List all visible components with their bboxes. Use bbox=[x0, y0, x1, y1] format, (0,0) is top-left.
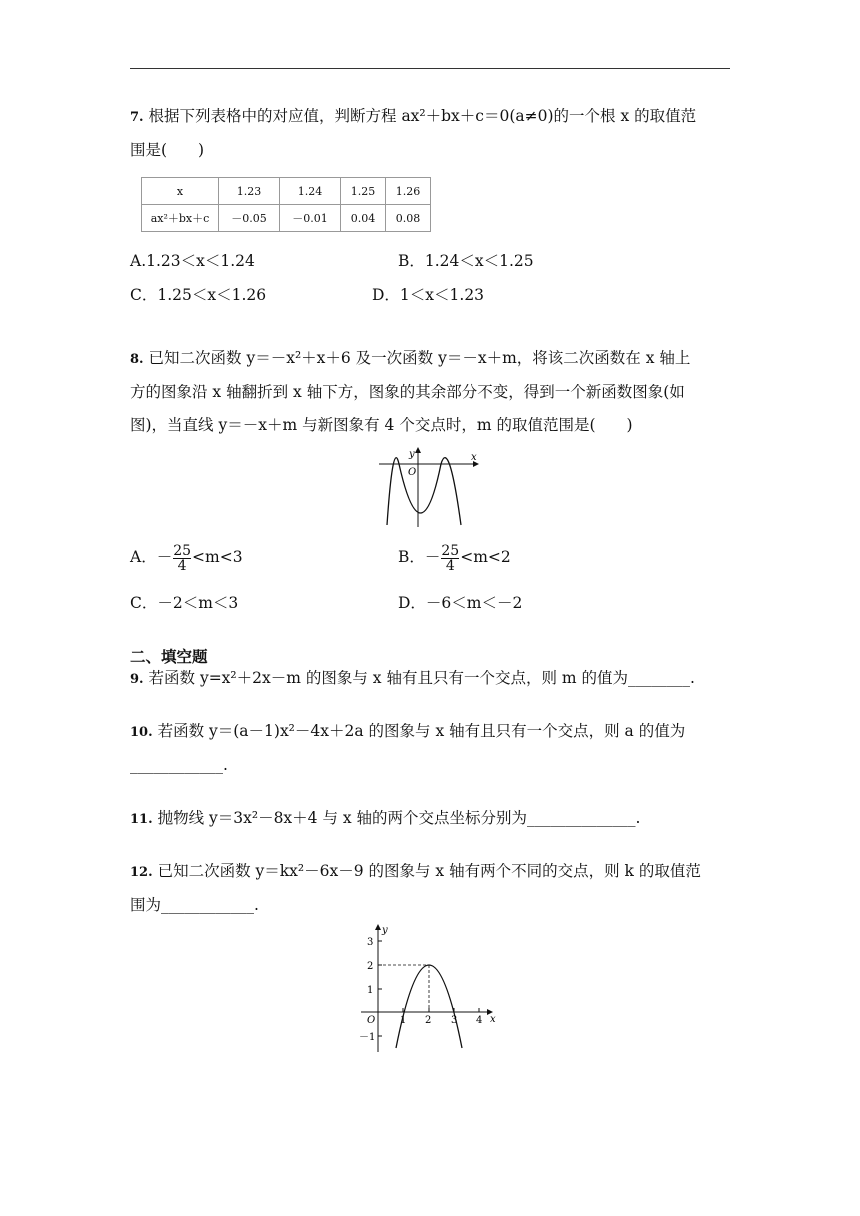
q10-line2: ____________. bbox=[130, 756, 228, 774]
q8-option-a-suffix: <m<3 bbox=[192, 548, 243, 566]
q8-option-d: D．－6＜m＜－2 bbox=[398, 594, 523, 612]
q7-text bbox=[130, 100, 730, 167]
y-axis-arrow bbox=[415, 447, 421, 453]
header-rule bbox=[130, 68, 730, 69]
q7-option-a: A.1.23＜x＜1.24 bbox=[130, 252, 255, 270]
q11-text bbox=[130, 802, 730, 836]
curve-right-branch bbox=[441, 458, 461, 525]
q7-number: 7. bbox=[130, 110, 144, 125]
q7-line2: 围是( ) bbox=[130, 141, 205, 159]
q12-line1: 已知二次函数 y＝kx²－6x－9 的图象与 x 轴有两个不同的交点，则 k 的取值范 bbox=[157, 862, 701, 880]
q12-line2: 围为____________. bbox=[130, 896, 259, 914]
table-cell: 1.23 bbox=[219, 178, 280, 205]
curve-left-branch bbox=[387, 458, 399, 525]
table-cell: 0.08 bbox=[386, 205, 431, 232]
fraction-numerator: 25 bbox=[441, 542, 460, 559]
fraction-denominator: 4 bbox=[173, 558, 191, 573]
q8-option-c: C．－2＜m＜3 bbox=[130, 594, 239, 612]
q8-line1: 已知二次函数 y＝－x²＋x＋6 及一次函数 y＝－x＋m，将该二次函数在 x 轴上 bbox=[148, 349, 691, 367]
y-tick-label: －1 bbox=[359, 1032, 376, 1043]
fraction-numerator: 25 bbox=[173, 542, 192, 559]
y-axis-label: y bbox=[409, 449, 415, 460]
q9-text bbox=[130, 662, 730, 696]
q9-body: 若函数 y=x²＋2x－m 的图象与 x 轴有且只有一个交点，则 m 的值为________. bbox=[148, 669, 695, 687]
y-tick-label: 2 bbox=[367, 961, 374, 972]
table-cell: 0.04 bbox=[341, 205, 386, 232]
q11-body: 抛物线 y＝3x²－8x＋4 与 x 轴的两个交点坐标分别为______________. bbox=[157, 809, 641, 827]
table-row bbox=[142, 178, 431, 205]
x-tick-label: 2 bbox=[425, 1015, 432, 1026]
q8-graph bbox=[375, 447, 485, 529]
q9-number: 9. bbox=[130, 672, 144, 687]
q7-option-c: C．1.25＜x＜1.26 bbox=[130, 286, 267, 304]
q11-number: 11. bbox=[130, 812, 153, 827]
q8-option-b-prefix: B．－ bbox=[398, 548, 441, 566]
x-tick-label: 3 bbox=[451, 1015, 458, 1026]
x-tick-label: 4 bbox=[476, 1015, 483, 1026]
table-cell: ax²＋bx＋c bbox=[142, 205, 219, 232]
y-tick-label: 1 bbox=[367, 985, 374, 996]
q8-option-b-fraction bbox=[441, 544, 459, 573]
q7-value-table bbox=[141, 177, 431, 232]
origin-label: O bbox=[408, 467, 417, 478]
y-tick-label: 3 bbox=[367, 937, 374, 948]
q8-line3: 图)，当直线 y＝－x＋m 与新图象有 4 个交点时，m 的取值范围是( ) bbox=[130, 416, 633, 434]
y-axis-arrow bbox=[375, 924, 381, 930]
q8-number: 8. bbox=[130, 352, 144, 367]
section-heading: 二、填空题 bbox=[130, 648, 208, 666]
table-cell: x bbox=[142, 178, 219, 205]
table-cell: －0.01 bbox=[280, 205, 341, 232]
table-cell: －0.05 bbox=[219, 205, 280, 232]
q10-number: 10. bbox=[130, 725, 153, 740]
table-cell: 1.25 bbox=[341, 178, 386, 205]
q8-option-b-suffix: <m<2 bbox=[460, 548, 511, 566]
q10-text bbox=[130, 715, 730, 782]
table-row bbox=[142, 205, 431, 232]
table-cell: 1.24 bbox=[280, 178, 341, 205]
q7-line1: 根据下列表格中的对应值，判断方程 ax²＋bx＋c＝0(a≠0)的一个根 x 的取值范 bbox=[148, 107, 697, 125]
q12-text bbox=[130, 855, 730, 922]
q8-text bbox=[130, 342, 730, 442]
q7-option-b: B．1.24＜x＜1.25 bbox=[398, 252, 534, 270]
q8-option-b bbox=[398, 542, 511, 573]
q12-graph bbox=[355, 922, 505, 1054]
table-cell: 1.26 bbox=[386, 178, 431, 205]
fraction-denominator: 4 bbox=[441, 558, 459, 573]
x-tick-label: 1 bbox=[400, 1015, 407, 1026]
y-axis-label: y bbox=[382, 925, 388, 936]
q8-option-a-prefix: A．－ bbox=[130, 548, 173, 566]
curve-middle-reflected bbox=[399, 464, 441, 513]
q8-option-a bbox=[130, 542, 243, 573]
x-axis-label: x bbox=[471, 452, 477, 463]
q12-number: 12. bbox=[130, 865, 153, 880]
q8-line2: 方的图象沿 x 轴翻折到 x 轴下方，图象的其余部分不变，得到一个新函数图象(如 bbox=[130, 383, 685, 401]
origin-label: O bbox=[367, 1015, 376, 1026]
q10-line1: 若函数 y＝(a－1)x²－4x＋2a 的图象与 x 轴有且只有一个交点，则 a 的值为 bbox=[157, 722, 686, 740]
q7-option-d: D．1＜x＜1.23 bbox=[372, 286, 485, 304]
q8-option-a-fraction bbox=[173, 544, 191, 573]
x-axis-label: x bbox=[490, 1014, 496, 1025]
